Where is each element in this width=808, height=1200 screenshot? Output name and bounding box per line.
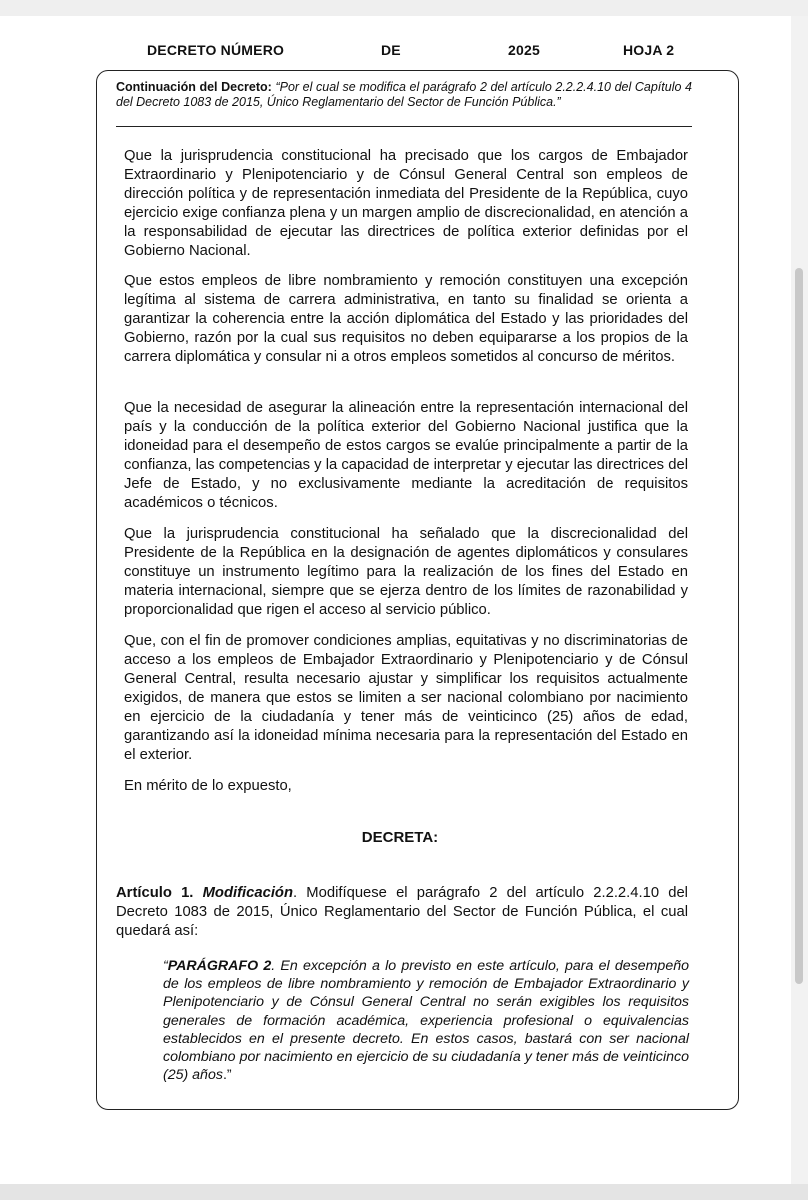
quote-close: .” — [222, 1067, 232, 1084]
paragrafo-quote — [163, 957, 689, 1084]
article-title: Modificación — [202, 885, 294, 901]
header-de: DE — [381, 42, 401, 58]
header-year: 2025 — [508, 42, 540, 58]
decreta-heading: DECRETA: — [361, 829, 439, 846]
header-decreto-numero: DECRETO NÚMERO — [147, 42, 285, 58]
article-1 — [116, 884, 688, 941]
consideration-5: Que, con el fin de promover condiciones amplias, equitativas y no discriminatorias de acceso a los empleos de Embajador Extraordinario y Plenipotenciario y de Cónsul General Central, resulta necesario ajustar y simplificar los requisitos actualmente exigidos, de manera que estos se limiten a ser nacional colombiano por nacimiento en ejercicio de la ciudadanía y tener más de veinticinco (25) años de edad, garantizando así la idoneidad mínima necesaria para la representación del Estado en el exterior. — [124, 633, 688, 763]
continuation-text: “Por el cual se modifica el parágrafo 2 del artículo 2.2.2.4.10 del Capítulo 4 del Decreto 1083 de 2015, Único Reglamentario del Sector de Función Pública.” — [116, 80, 692, 109]
continuation-label: Continuación del Decreto: — [116, 80, 272, 94]
top-page-gap — [0, 0, 808, 16]
article-body: . Modifíquese el parágrafo 2 del artículo 2.2.2.4.10 del Decreto 1083 de 2015, Único Reglamentario del Sector de Función Pública, el cual quedará así: — [116, 885, 688, 939]
scrollbar-thumb[interactable] — [795, 268, 803, 984]
header-hoja: HOJA 2 — [623, 42, 675, 58]
article-number: Artículo 1 — [116, 885, 190, 901]
paragrafo-text: . En excepción a lo previsto en este artículo, para el desempeño de los empleos de libre nombramiento y remoción de Embajador Extraordinario y Plenipotenciario y de Cónsul General Central no serán exigibles los requisitos generales de formación académica, experiencia profesional o equivalencias establecidos en el presente decreto. En estos casos, bastará con ser nacional colombiano por nacimiento en ejercicio de su ciudadanía y tener más de veinticinco (25) años — [163, 958, 689, 1084]
consideration-2: Que estos empleos de libre nombramiento y remoción constituyen una excepción legítima al sistema de carrera administrativa, en tanto su finalidad se orienta a garantizar la coherencia entre la acción diplomática del Estado y las prioridades del Gobierno, razón por la cual sus requisitos no deben equipararse a los propios de la carrera diplomática y consular ni a otros empleos sometidos al concurso de méritos. — [124, 273, 688, 365]
consideration-3: Que la necesidad de asegurar la alineación entre la representación internacional del país y la conducción de la política exterior del Gobierno Nacional justifica que la idoneidad para el desempeño de estos cargos se evalúe principalmente a partir de la confianza, las competencias y la capacidad de interpretar y ejecutar las directrices del Jefe de Estado, y no exclusivamente mediante la acreditación de requisitos académicos o técnicos. — [124, 400, 688, 511]
header-rule — [116, 126, 692, 127]
quote-open: “ — [163, 958, 168, 974]
consideration-4: Que la jurisprudencia constitucional ha señalado que la discrecionalidad del Presidente de la República en la designación de agentes diplomáticos y consulares constituye un instrumento legítimo para la realización de los fines del Estado en materia internacional, siempre que se ejerza dentro de los límites de razonabilidad y proporcionalidad que rigen el acceso al servicio público. — [124, 526, 688, 618]
decree-header — [0, 42, 791, 62]
bottom-page-gap — [0, 1184, 808, 1200]
consideration-1: Que la jurisprudencia constitucional ha precisado que los cargos de Embajador Extraordinario y Plenipotenciario y de Cónsul General Central son empleos de dirección política y de representación inmediata del Presidente de la República, cuyo ejercicio exige confianza plena y un margen amplio de discrecionalidad, en atención a la responsabilidad de ejecutar las directrices de política exterior definidas por el Gobierno Nacional. — [124, 148, 688, 259]
paragrafo-label: PARÁGRAFO 2 — [167, 958, 272, 974]
article-number-dot: . — [189, 885, 203, 901]
continuation-note — [116, 80, 692, 110]
merito-line: En mérito de lo expuesto, — [124, 778, 292, 794]
